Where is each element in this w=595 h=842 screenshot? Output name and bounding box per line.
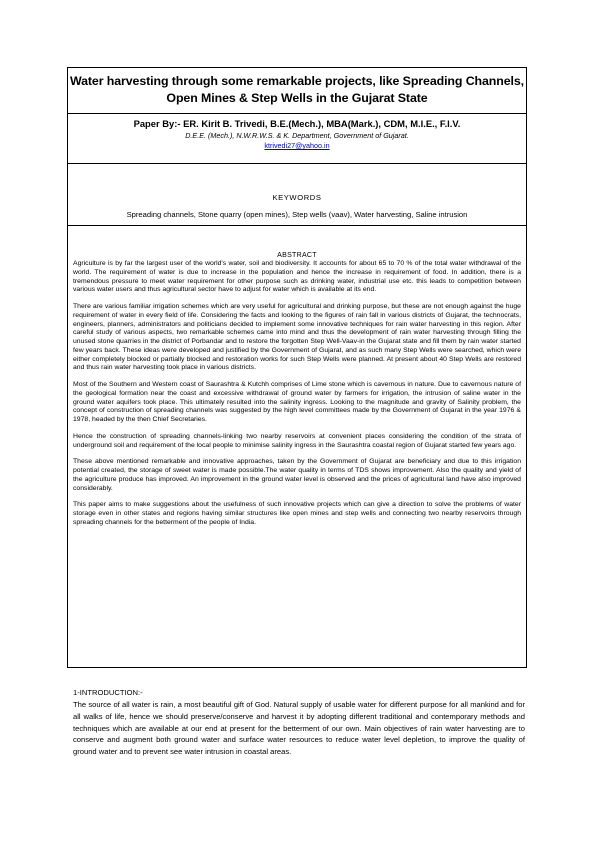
title-box [67, 67, 527, 114]
abstract-paragraph: Agriculture is by far the largest user of the world's water, soil and biodiversity. It accounts for about 65 to 70 % of the total water withdrawal of the world. The requirement of water is due to increase in the population and hence the increase in requirement of food. In addition, there is a tremendous pressure to meet water requirement for other purpose such as drinking water, industrial use etc. this leads to competition between various water users and thus agricultural sector have to adjust for water which is available at its end. [73, 260, 521, 294]
introduction-section [73, 688, 525, 758]
abstract-paragraph: There are various familiar irrigation schemes which are very useful for agricultural and drinking purpose, but these are not enough against the huge requirement of water in every field of life. Considering the facts and looking to the figures of rain fall in various districts of Gujarat, the technocrats, engineers, planners, administrators and politicians decided to implement some innovative techniques for rain water harvesting in this region. After careful study of various aspects, two remarkable schemes came into mind and thus the development of rain water harvesting through filling the unused stone quarries in the district of Porbandar and to restore the forgotten Step Well-Vaav-in the Gujarat state and fill them by rain water started few years back. These ideas were developed and justified by the Government of Gujarat, and as such many Step Wells were searched, which were either completely blocked or partially blocked and restoration works for such Step Wells were planned. At present about 40 Step Wells are restored and thus rain water harvesting took place in various districts. [73, 303, 521, 372]
introduction-paragraph: The source of all water is rain, a most beautiful gift of God. Natural supply of usable water for different purpose for all mankind and for all walks of life, hence we should preserve/conserve and harvest it by adopting different traditional and contemporary methods and techniques which are available at our end at present for the betterment of our own. Main objectives of rain water harvesting are to conserve and augment both ground water and surface water resources to reduce water level depletion, to improve the quality of ground water and to prevent see water intrusion in coastal areas. [73, 700, 525, 757]
abstract-paragraph: Most of the Southern and Western coast of Saurashtra & Kutchh comprises of Lime stone which is cavernous in nature. Due to cavernous nature of the geological formation near the coast and excessive withdrawal of ground water by farmers for irrigation, the intrusion of saline water in the ground water aquifers took place. This ultimately resulted into the salinity ingress. Looking to the magnitude and gravity of Salinity problem, the concept of construction of spreading channels was suggested by the high level committees made by the Government of Gujarat in the year 1976 & 1978, headed by the then Chief Secretaries. [73, 381, 521, 423]
paper-title: Water harvesting through some remarkable projects, like Spreading Channels, Open Mines & Step Wells in the Gujarat State [69, 74, 525, 105]
abstract-heading: ABSTRACT [277, 252, 317, 259]
abstract-paragraph: These above mentioned remarkable and innovative approaches, taken by the Government of Gujarat are beneficiary and due to this irrigation potential created, the storage of sweet water is made possible.The water quality in terms of TDS shows improvement. Also the quality and yield of the agriculture produce has improved. An improvement in the ground water level is observed and the prices of agricultural land have also improved considerably. [73, 458, 521, 492]
author-box [67, 113, 527, 164]
introduction-heading: 1-INTRODUCTION:- [73, 688, 143, 697]
abstract-paragraph: Hence the construction of spreading channels-linking two nearby reservoirs at convenient places considering the condition of the strata of underground soil and requirement of the local people to minimise salinity ingress in the Saurashtra coastal region of Gujarat started few years ago. [73, 432, 521, 449]
keywords-heading: KEYWORDS [272, 193, 322, 202]
author-affiliation: D.E.E. (Mech.), N.W.R.W.S. & K. Department, Government of Gujarat. [185, 131, 409, 140]
keywords-text: Spreading channels, Stone quarry (open mines), Step wells (vaav), Water harvesting, Saline intrusion [126, 210, 468, 219]
author-email-link[interactable]: ktrivedi27@yahoo.in [264, 141, 330, 150]
abstract-paragraph: This paper aims to make suggestions about the usefulness of such innovative projects which can give a direction to solve the problems of water storage even in other states and regions having similar structures like open mines and step wells and connecting two nearby reservoirs through spreading channels for the betterment of the people of India. [73, 501, 521, 526]
abstract-box [67, 225, 527, 668]
author-byline: Paper By:- ER. Kirit B. Trivedi, B.E.(Mech.), MBA(Mark.), CDM, M.I.E., F.I.V. [133, 118, 461, 129]
keywords-box [67, 163, 527, 226]
